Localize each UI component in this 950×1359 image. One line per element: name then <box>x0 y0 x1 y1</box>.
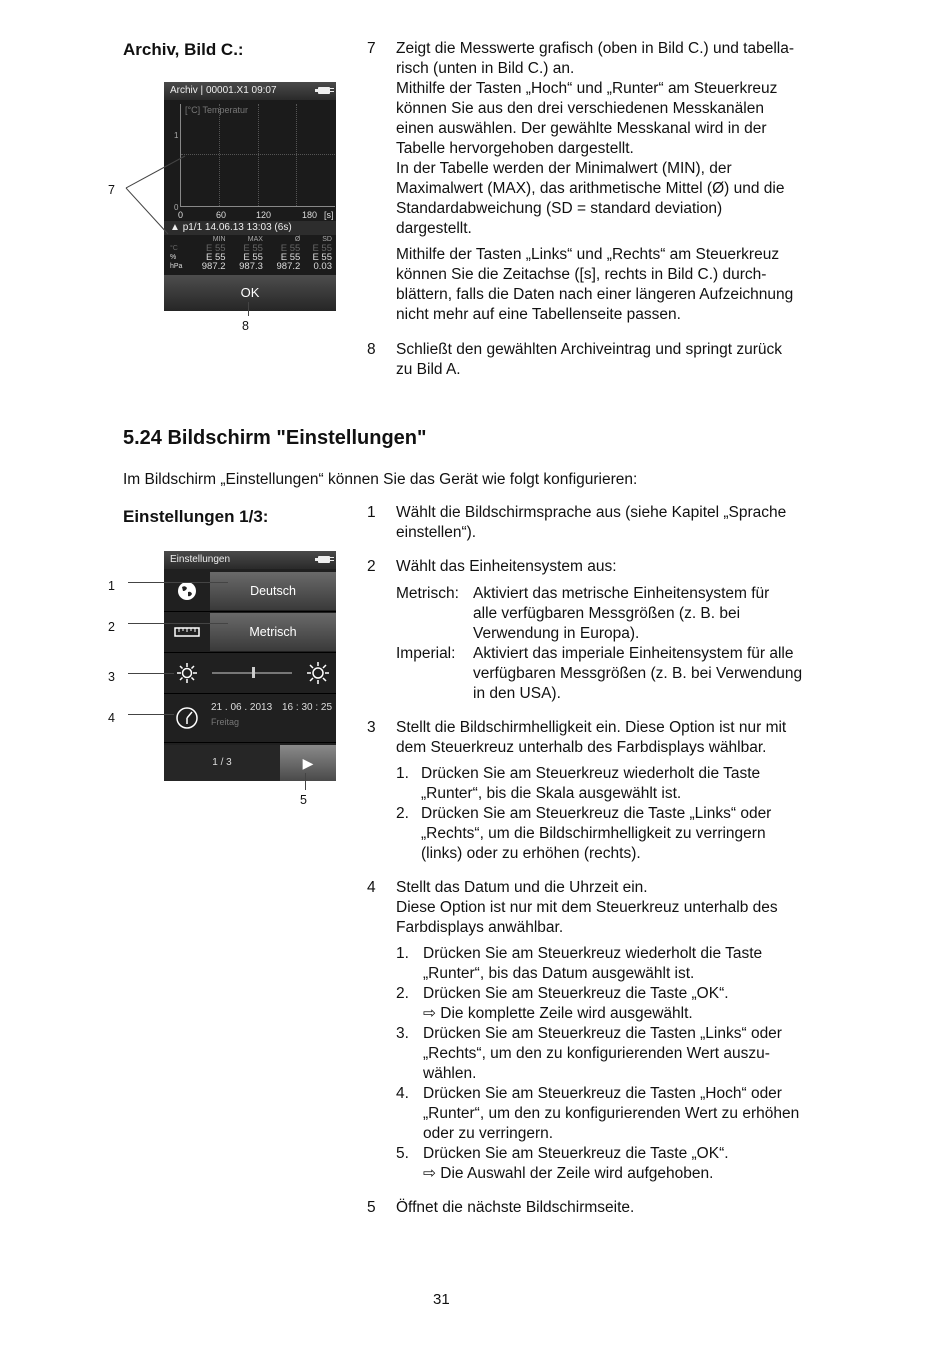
callout-7: 7 <box>108 183 115 197</box>
text-line: „Rechts“, um den zu konfigurierenden Wert auszu- <box>423 1045 770 1062</box>
col-avg: Ø <box>294 236 301 243</box>
row-unit: °C <box>170 245 178 252</box>
text-line: Mithilfe der Tasten „Links“ und „Rechts“ am Steuerkreuz <box>396 246 780 263</box>
step-text <box>421 804 836 864</box>
date-value[interactable]: 21 . 06 . 2013 <box>211 702 273 713</box>
callout-1: 1 <box>108 579 115 593</box>
text-line: Drücken Sie am Steuerkreuz die Tasten „Links“ oder <box>423 1025 782 1042</box>
text-line: ⇨ Die Auswahl der Zeile wird aufgehoben. <box>423 1165 714 1182</box>
text-line: Zeigt die Messwerte grafisch (oben in Bild C.) und tabella- <box>396 40 795 57</box>
time-value[interactable]: 16 : 30 : 25 <box>282 702 333 713</box>
text-line: Wählt die Bildschirmsprache aus (siehe Kapitel „Sprache <box>396 504 787 521</box>
x-tick: 60 <box>216 210 227 220</box>
archive-title: Archiv | 00001.X1 09:07 <box>170 85 277 96</box>
settings-title: Einstellungen <box>170 554 231 565</box>
step-text <box>423 1144 838 1184</box>
step-number: 1. <box>396 765 409 782</box>
callout-5: 5 <box>300 793 307 807</box>
text-line: (links) oder zu erhöhen (rechts). <box>421 845 641 862</box>
step-number: 4. <box>396 1085 409 1102</box>
units-button[interactable]: Metrisch <box>210 613 336 651</box>
imperial-label: Imperial: <box>396 645 456 662</box>
step-text <box>421 764 836 804</box>
drop-icon: ▲ <box>170 222 180 233</box>
page-number: 31 <box>433 1291 450 1308</box>
text-line: einen auswählen. Der gewählte Messkanal wird in der <box>396 120 767 137</box>
callout-3: 3 <box>108 670 115 684</box>
item-4-text <box>396 878 836 938</box>
text-line: Drücken Sie am Steuerkreuz wiederholt die Taste <box>421 765 761 782</box>
text-line: „Runter“, um den zu konfigurierenden Wert zu erhöhen <box>423 1105 800 1122</box>
item-8-number: 8 <box>367 341 376 358</box>
col-sd: SD <box>322 236 332 243</box>
text-line: Farbdisplays anwählbar. <box>396 919 564 936</box>
step-number: 3. <box>396 1025 409 1042</box>
metric-text <box>473 584 833 644</box>
row-unit: hPa <box>170 263 183 270</box>
text-line: dem Steuerkreuz unterhalb des Farbdisplays wählbar. <box>396 739 767 756</box>
cell: 987.2 <box>201 261 226 272</box>
item-1-number: 1 <box>367 504 376 521</box>
item-8-text <box>396 340 836 380</box>
item-7-text <box>396 39 836 325</box>
text-line: blättern, falls die Daten nach einer längeren Aufzeichnung <box>396 286 794 303</box>
x-tick: 0 <box>178 210 184 220</box>
text-line: in den USA). <box>473 685 561 702</box>
callout-4-line <box>128 714 174 715</box>
text-line: Aktiviert das imperiale Einheitensystem für alle <box>473 645 794 662</box>
cell: E 55 <box>280 243 301 254</box>
x-tick: 120 <box>256 210 272 220</box>
datetime-row[interactable] <box>164 694 336 743</box>
text-line: Stellt die Bildschirmhelligkeit ein. Diese Option ist nur mit <box>396 719 787 736</box>
next-page-button[interactable] <box>280 745 336 781</box>
step-text <box>423 1084 838 1144</box>
callout-4: 4 <box>108 711 115 725</box>
brightness-slider-handle[interactable] <box>252 667 255 678</box>
cell: 0.03 <box>313 261 332 272</box>
row-unit: % <box>170 254 177 261</box>
item-5-number: 5 <box>367 1199 376 1216</box>
cell: E 55 <box>243 252 263 263</box>
step-number: 1. <box>396 945 409 962</box>
text-line: können Sie aus den drei verschiedenen Messkanälen <box>396 100 764 117</box>
language-row[interactable] <box>164 571 336 612</box>
cell: 987.3 <box>239 261 263 272</box>
text-line: Drücken Sie am Steuerkreuz wiederholt die Taste <box>423 945 763 962</box>
play-icon: ▶ <box>302 755 314 771</box>
cell: E 55 <box>312 252 332 263</box>
cell: E 55 <box>243 243 263 254</box>
callout-3-line <box>128 673 174 674</box>
text-line: Mithilfe der Tasten „Hoch“ und „Runter“ am Steuerkreuz <box>396 80 778 97</box>
y-tick-top: 1 <box>174 131 179 140</box>
clock-icon <box>164 694 210 742</box>
archive-info-line: ▲ p1/1 14.06.13 13:03 (6s) <box>164 221 336 235</box>
text-line: Diese Option ist nur mit dem Steuerkreuz unterhalb des <box>396 899 778 916</box>
text-line: oder zu verringern. <box>423 1125 554 1142</box>
item-1-text <box>396 503 836 543</box>
callout-2: 2 <box>108 620 115 634</box>
ok-button[interactable]: OK <box>164 275 336 311</box>
text-line: einstellen“). <box>396 524 477 541</box>
step-number: 2. <box>396 805 409 822</box>
text-line: „Rechts“, um die Bildschirmhelligkeit zu verringern <box>421 825 766 842</box>
weekday-value: Freitag <box>211 717 240 727</box>
language-button[interactable]: Deutsch <box>210 572 336 610</box>
item-7-number: 7 <box>367 40 376 57</box>
text-line: Standardabweichung (SD = standard deviation) <box>396 200 723 217</box>
archive-plot <box>180 104 335 207</box>
archive-title-bar <box>164 82 336 100</box>
brightness-row[interactable] <box>164 653 336 694</box>
cell: 987.2 <box>276 261 301 272</box>
settings-heading: Einstellungen 1/3: <box>123 507 269 526</box>
cell: E 55 <box>312 243 332 254</box>
text-line: dargestellt. <box>396 220 472 237</box>
cell: E 55 <box>205 243 226 254</box>
callout-5-line <box>305 773 306 790</box>
callout-2-line <box>128 623 228 624</box>
step-text <box>423 944 838 984</box>
y-tick-bottom: 0 <box>174 203 179 212</box>
col-max: MAX <box>247 236 263 243</box>
page-indicator: 1 / 3 <box>212 757 232 768</box>
archive-table <box>168 235 334 271</box>
x-tick: 180 <box>302 210 318 220</box>
text-line: Drücken Sie am Steuerkreuz die Taste „OK“. <box>423 1145 729 1162</box>
text-line: nicht mehr auf eine Tabellenseite passen. <box>396 306 681 323</box>
item-3-number: 3 <box>367 719 376 736</box>
col-min: MIN <box>212 236 226 243</box>
section-intro: Im Bildschirm „Einstellungen“ können Sie das Gerät wie folgt konfigurieren: <box>123 471 638 488</box>
settings-screen <box>164 551 336 781</box>
step-text <box>423 984 838 1024</box>
text-line: risch (unten in Bild C.) an. <box>396 60 575 77</box>
section-title: 5.24 Bildschirm "Einstellungen" <box>123 427 427 449</box>
metric-label: Metrisch: <box>396 585 459 602</box>
ruler-icon <box>164 612 210 652</box>
text-line: Verwendung in Europa). <box>473 625 640 642</box>
item-5-text: Öffnet die nächste Bildschirmseite. <box>396 1199 635 1216</box>
callout-8-line <box>248 302 249 316</box>
text-line: ⇨ Die komplette Zeile wird ausgewählt. <box>423 1005 693 1022</box>
settings-title-bar <box>164 551 336 569</box>
text-line: Aktiviert das metrische Einheitensystem für <box>473 585 770 602</box>
imperial-text <box>473 644 833 704</box>
archive-heading: Archiv, Bild C.: <box>123 40 244 59</box>
text-line: Drücken Sie am Steuerkreuz die Tasten „Hoch“ oder <box>423 1085 782 1102</box>
text-line: In der Tabelle werden der Minimalwert (MIN), der <box>396 160 732 177</box>
cell: E 55 <box>280 252 301 263</box>
item-2-text: Wählt das Einheitensystem aus: <box>396 558 617 575</box>
callout-7-lines <box>110 150 190 240</box>
battery-icon <box>318 556 330 563</box>
item-3-text <box>396 718 836 758</box>
text-line: Schließt den gewählten Archiveintrag und springt zurück <box>396 341 782 358</box>
callout-1-line <box>128 582 228 583</box>
cell: E 55 <box>205 252 226 263</box>
text-line: „Runter“, bis das Datum ausgewählt ist. <box>423 965 695 982</box>
plot-label: [°C] Temperatur <box>185 105 248 115</box>
text-line: wählen. <box>423 1065 477 1082</box>
x-tick: [s] <box>324 210 334 220</box>
step-number: 5. <box>396 1145 409 1162</box>
text-line: Tabelle hervorgehoben dargestellt. <box>396 140 634 157</box>
text-line: Drücken Sie am Steuerkreuz die Taste „Links“ oder <box>421 805 772 822</box>
text-line: Drücken Sie am Steuerkreuz die Taste „OK“. <box>423 985 729 1002</box>
battery-icon <box>318 87 330 94</box>
text-line: verfügbaren Messgrößen (z. B. bei Verwendung <box>473 665 803 682</box>
callout-8: 8 <box>242 319 249 333</box>
text-line: zu Bild A. <box>396 361 461 378</box>
pager-bar <box>164 745 336 781</box>
item-2-number: 2 <box>367 558 376 575</box>
text-line: Stellt das Datum und die Uhrzeit ein. <box>396 879 648 896</box>
globe-icon <box>164 571 210 611</box>
text-line: „Runter“, bis die Skala ausgewählt ist. <box>421 785 682 802</box>
item-4-number: 4 <box>367 879 376 896</box>
text-line: können Sie die Zeitachse ([s], rechts in Bild C.) durch- <box>396 266 767 283</box>
text-line: alle verfügbaren Messgrößen (z. B. bei <box>473 605 741 622</box>
units-row[interactable] <box>164 612 336 653</box>
brightness-high-icon <box>300 653 336 693</box>
text-line: Maximalwert (MAX), das arithmetische Mittel (Ø) und die <box>396 180 785 197</box>
step-number: 2. <box>396 985 409 1002</box>
step-text <box>423 1024 838 1084</box>
